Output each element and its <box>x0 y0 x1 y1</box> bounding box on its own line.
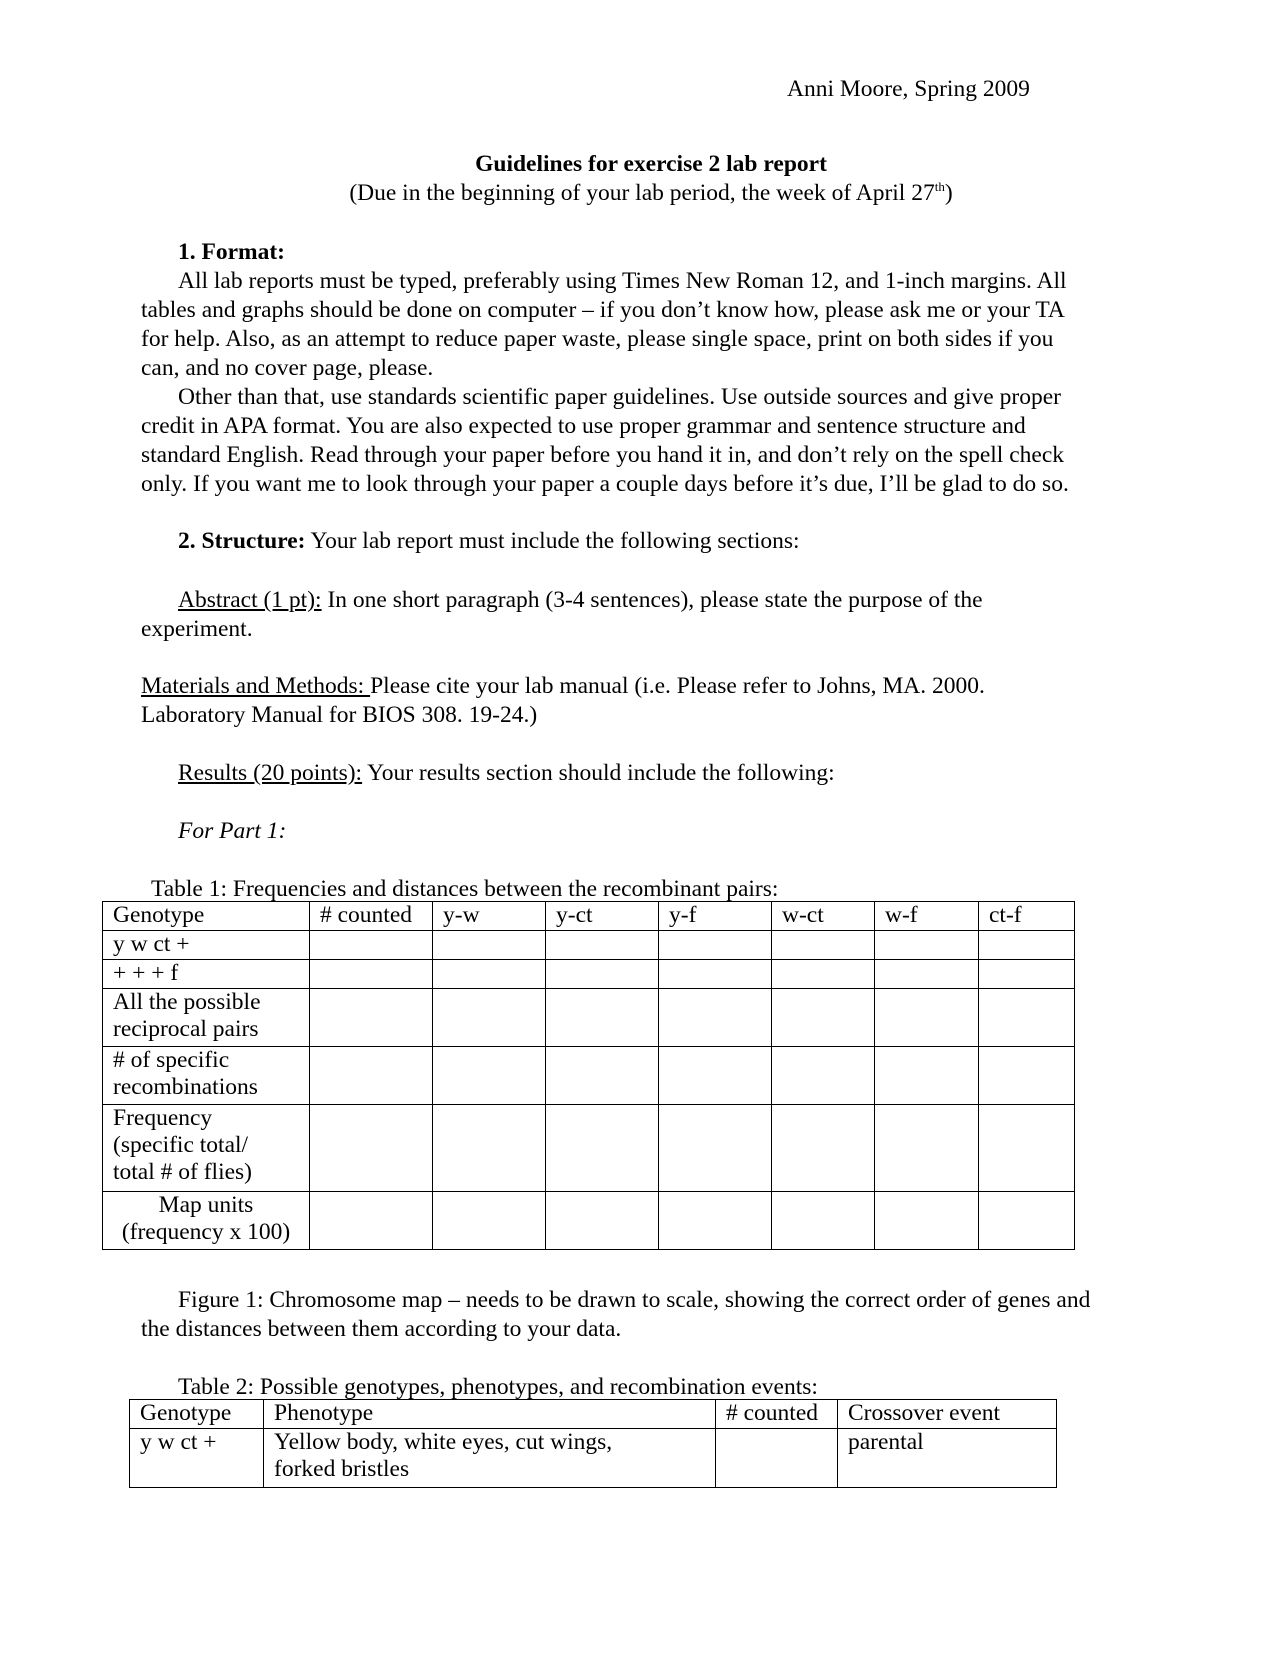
table1-cell <box>772 931 875 960</box>
table1-cell <box>875 1192 979 1250</box>
table1-cell <box>659 931 772 960</box>
table1-cell <box>310 1047 433 1105</box>
table1-cell <box>546 1192 659 1250</box>
table1-cell <box>310 960 433 989</box>
table-row <box>103 1047 1075 1105</box>
table1-cell <box>659 1192 772 1250</box>
table1-row-label-line: Map units <box>158 1192 254 1218</box>
table1-cell <box>310 931 433 960</box>
table1-cell <box>979 1105 1075 1192</box>
table1-row-label <box>103 1105 310 1192</box>
table2-phenotype-line: forked bristles <box>274 1456 410 1482</box>
table2-header-row <box>130 1400 1057 1429</box>
structure-line <box>178 527 800 556</box>
table1-header-cell: # counted <box>310 902 433 931</box>
table2-genotype-cell: y w ct + <box>130 1429 264 1488</box>
subtitle-close: ) <box>944 180 953 206</box>
table2-counted-cell <box>716 1429 838 1488</box>
figure1-line1: Figure 1: Chromosome map – needs to be drawn to scale, showing the correct order of genes and <box>178 1287 1091 1313</box>
table1-header-cell: y-f <box>659 902 772 931</box>
table1-cell <box>875 960 979 989</box>
table-row <box>103 1192 1075 1250</box>
table2-header-cell: # counted <box>716 1400 838 1429</box>
table2-phenotype-line: Yellow body, white eyes, cut wings, <box>274 1429 613 1455</box>
table1-cell <box>772 1105 875 1192</box>
table1-cell <box>310 1105 433 1192</box>
table1-row-label-line: # of specific <box>113 1047 230 1073</box>
table1-cell <box>772 1192 875 1250</box>
table1-cell <box>659 1105 772 1192</box>
results-label: Results (20 points): <box>178 760 363 786</box>
table-row <box>103 960 1075 989</box>
methods-line2: Laboratory Manual for BIOS 308. 19-24.) <box>141 702 538 728</box>
table1-header-row <box>103 902 1075 931</box>
part1-heading: For Part 1: <box>178 818 287 844</box>
table-row <box>130 1429 1057 1488</box>
table2-header-cell: Crossover event <box>838 1400 1057 1429</box>
table1-cell <box>433 1047 546 1105</box>
page-subtitle <box>0 179 1280 208</box>
figure1-line2: the distances between them according to your data. <box>141 1316 622 1342</box>
format-para2-line2: credit in APA format. You are also expected to use proper grammar and sentence structure and <box>141 413 1026 439</box>
table1-header-cell: w-ct <box>772 902 875 931</box>
methods-text: Please cite your lab manual (i.e. Please refer to Johns, MA. 2000. <box>370 673 985 699</box>
table1-row-label <box>103 1047 310 1105</box>
table1-cell <box>546 989 659 1047</box>
structure-heading: 2. Structure: <box>178 528 306 554</box>
table1-header-cell: y-ct <box>546 902 659 931</box>
format-para1-line4: can, and no cover page, please. <box>141 355 434 381</box>
table2-phenotype-cell <box>264 1429 716 1488</box>
table-row <box>103 989 1075 1047</box>
table2-crossover-cell: parental <box>838 1429 1057 1488</box>
format-para1-line3: for help. Also, as an attempt to reduce paper waste, please single space, print on both sides if you <box>141 326 1054 352</box>
table1-cell <box>875 989 979 1047</box>
table1-row-label <box>103 989 310 1047</box>
table1-row-label-line: recombinations <box>113 1074 258 1100</box>
methods-line <box>141 672 985 701</box>
table2 <box>129 1399 1057 1488</box>
abstract-text: In one short paragraph (3-4 sentences), please state the purpose of the <box>321 587 983 613</box>
methods-label: Materials and Methods: <box>141 673 371 699</box>
table1-cell <box>875 931 979 960</box>
table-row <box>103 1105 1075 1192</box>
subtitle-text: (Due in the beginning of your lab period, the week of April 27 <box>349 180 935 206</box>
table1-row-label-line: (specific total/ <box>113 1132 249 1158</box>
table1-row-label-line: Frequency <box>113 1105 213 1131</box>
format-para2-line3: standard English. Read through your paper before you hand it in, and don’t rely on the spell check <box>141 442 1065 468</box>
table1-header-cell: Genotype <box>103 902 310 931</box>
author-date: Anni Moore, Spring 2009 <box>787 76 1030 102</box>
table2-caption: Table 2: Possible genotypes, phenotypes, and recombination events: <box>178 1374 818 1400</box>
structure-text: Your lab report must include the following sections: <box>305 528 800 554</box>
table1-cell <box>772 1047 875 1105</box>
abstract-line <box>178 586 983 615</box>
table1-cell <box>433 931 546 960</box>
table1-row-label: + + + f <box>103 960 310 989</box>
table1-header-cell: y-w <box>433 902 546 931</box>
table1-cell <box>433 1192 546 1250</box>
format-heading: 1. Format: <box>178 239 286 265</box>
results-text: Your results section should include the following: <box>362 760 835 786</box>
table1 <box>102 901 1075 1250</box>
results-line <box>178 759 835 788</box>
format-para1-line2: tables and graphs should be done on computer – if you don’t know how, please ask me or your TA <box>141 297 1065 323</box>
table1-caption: Table 1: Frequencies and distances between the recombinant pairs: <box>151 876 779 902</box>
table1-row-label-line: All the possible <box>113 989 261 1015</box>
table1-row-label <box>103 1192 310 1250</box>
table1-cell <box>979 931 1075 960</box>
table1-cell <box>772 989 875 1047</box>
table1-row-label: y w ct + <box>103 931 310 960</box>
table1-cell <box>875 1047 979 1105</box>
format-para1-line1: All lab reports must be typed, preferably using Times New Roman 12, and 1-inch margins. All <box>178 268 1067 294</box>
table1-cell <box>310 989 433 1047</box>
table1-cell <box>875 1105 979 1192</box>
table2-header-cell: Phenotype <box>264 1400 716 1429</box>
table1-row-label-line: (frequency x 100) <box>121 1219 291 1245</box>
page-title: Guidelines for exercise 2 lab report <box>475 151 827 177</box>
table1-cell <box>546 1105 659 1192</box>
table1-row-label-line: reciprocal pairs <box>113 1016 259 1042</box>
table1-cell <box>772 960 875 989</box>
abstract-label: Abstract (1 pt): <box>178 587 322 613</box>
subtitle-superscript: th <box>934 179 945 195</box>
table1-cell <box>659 1047 772 1105</box>
table1-cell <box>546 960 659 989</box>
table1-cell <box>659 989 772 1047</box>
table1-row-label-line: total # of flies) <box>113 1159 253 1185</box>
table1-cell <box>546 1047 659 1105</box>
format-para2-line1: Other than that, use standards scientific paper guidelines. Use outside sources and give proper <box>178 384 1061 410</box>
abstract-line2: experiment. <box>141 616 253 642</box>
table1-cell <box>433 960 546 989</box>
table1-cell <box>979 1192 1075 1250</box>
table1-cell <box>546 931 659 960</box>
table-row <box>103 931 1075 960</box>
table2-header-cell: Genotype <box>130 1400 264 1429</box>
table1-cell <box>310 1192 433 1250</box>
format-para2-line4: only. If you want me to look through your paper a couple days before it’s due, I’ll be glad to do so. <box>141 471 1069 497</box>
table1-cell <box>979 1047 1075 1105</box>
table1-cell <box>433 1105 546 1192</box>
table1-cell <box>659 960 772 989</box>
table1-cell <box>979 989 1075 1047</box>
table1-cell <box>979 960 1075 989</box>
table1-header-cell: ct-f <box>979 902 1075 931</box>
table1-cell <box>433 989 546 1047</box>
table1-header-cell: w-f <box>875 902 979 931</box>
